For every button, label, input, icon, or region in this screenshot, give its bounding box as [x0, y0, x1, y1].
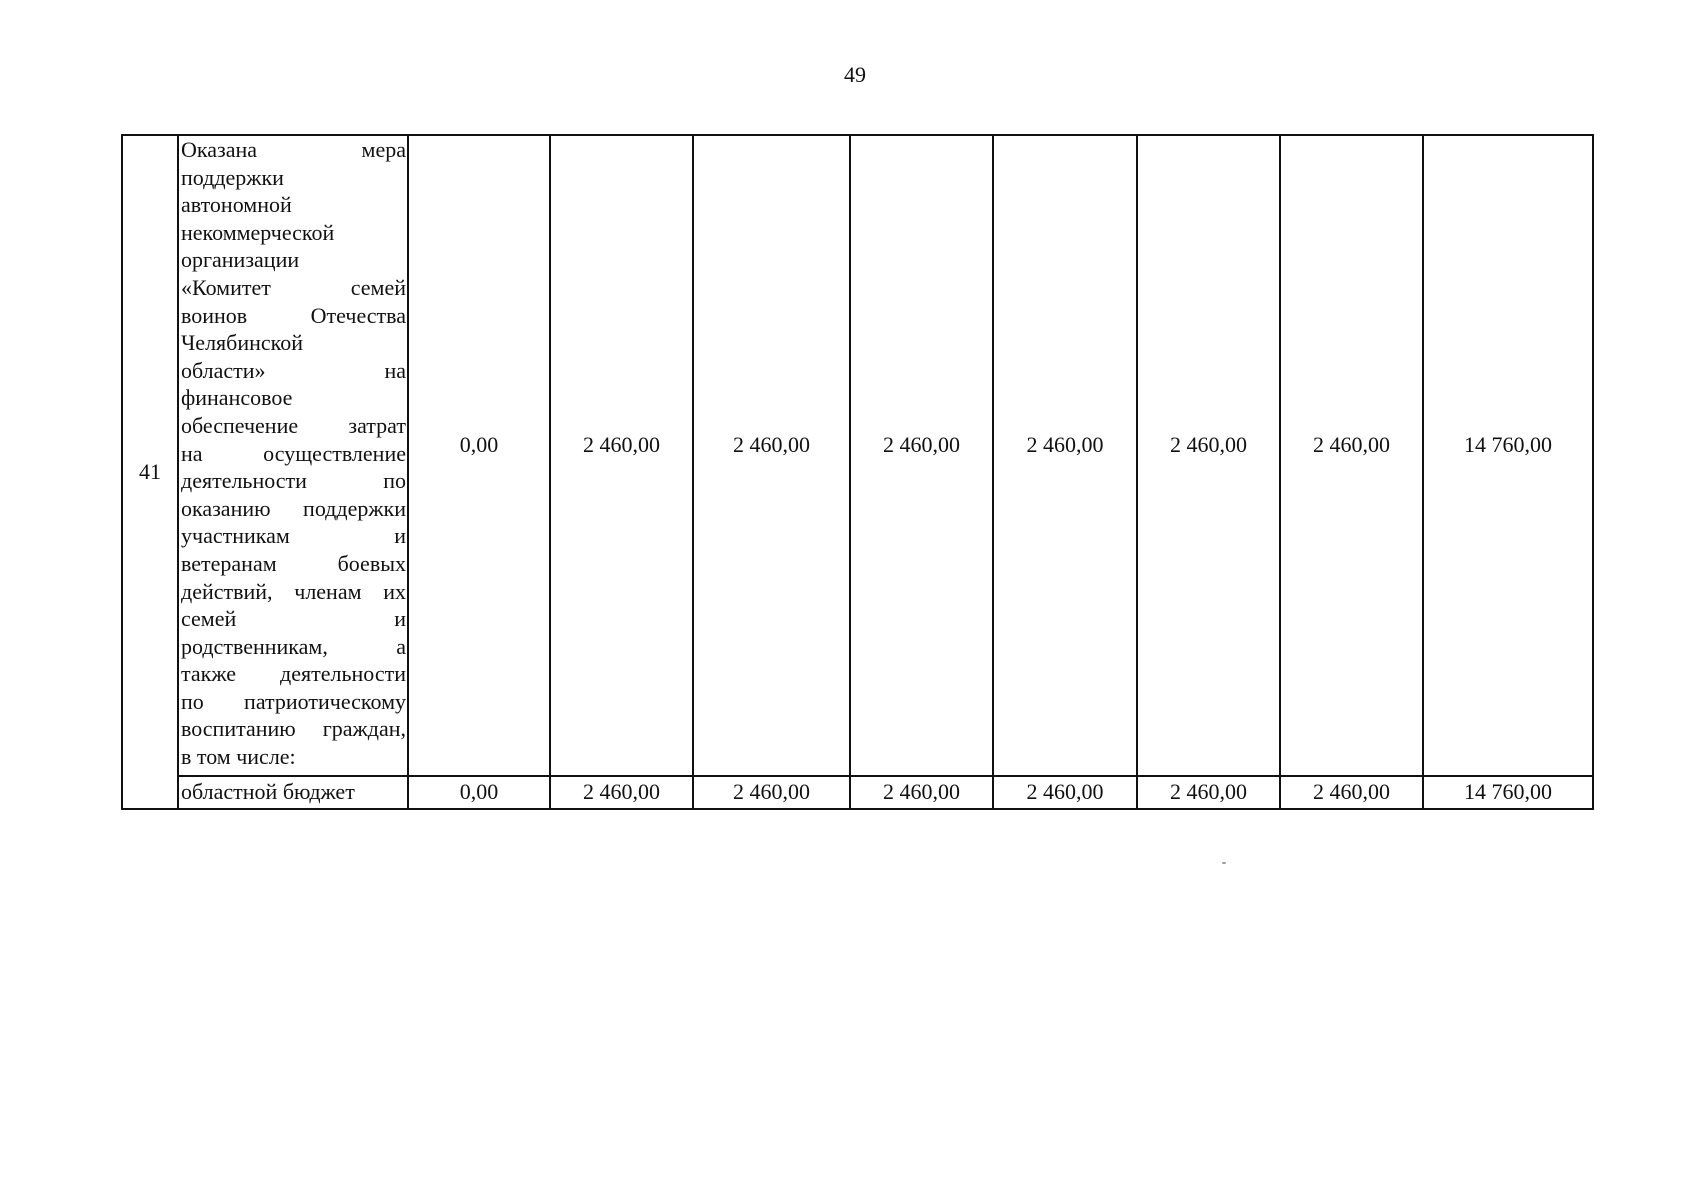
description-line: участникам и — [181, 523, 406, 549]
description-line: действий, членам их — [181, 578, 406, 604]
value-cell: 2 460,00 — [693, 776, 850, 809]
scan-speck — [1222, 862, 1226, 864]
value-cell: 2 460,00 — [1280, 776, 1423, 809]
description-line: деятельности по — [181, 468, 406, 494]
value-cell: 2 460,00 — [993, 776, 1137, 809]
description-line: воинов Отечества — [181, 302, 406, 328]
value-cell: 2 460,00 — [993, 135, 1137, 776]
page-number: 49 — [844, 62, 866, 87]
description-line: некоммерческой — [181, 219, 335, 245]
value-cell: 2 460,00 — [850, 776, 993, 809]
description-line: «Комитет семей — [181, 274, 406, 300]
description-line: поддержки — [181, 164, 284, 190]
table-row — [122, 776, 1593, 809]
value-cell: 2 460,00 — [693, 135, 850, 776]
value-cell: 2 460,00 — [1137, 135, 1280, 776]
row-description-text — [181, 136, 406, 771]
description-line: в том числе: — [181, 744, 296, 770]
value-cell: 2 460,00 — [1280, 135, 1423, 776]
description-line: также деятельности — [181, 661, 406, 687]
description-line: ветеранам боевых — [181, 550, 406, 576]
row-description — [178, 135, 408, 776]
value-cell: 0,00 — [408, 776, 550, 809]
value-cell: 0,00 — [408, 135, 550, 776]
description-line: обеспечение затрат — [181, 412, 406, 438]
value-cell: 2 460,00 — [1137, 776, 1280, 809]
description-line: организации — [181, 247, 300, 273]
description-line: финансовое — [181, 385, 293, 411]
value-cell: 2 460,00 — [550, 135, 693, 776]
description-line: на осуществление — [181, 440, 406, 466]
description-line: воспитанию граждан, — [181, 716, 406, 742]
description-line: области» на — [181, 357, 406, 383]
total-cell: 14 760,00 — [1423, 135, 1593, 776]
description-line: Оказана мера — [181, 137, 406, 162]
description-line: семей и — [181, 606, 406, 632]
description-line: родственникам, а — [181, 633, 406, 659]
table-row — [122, 135, 1593, 776]
sub-row-label: областной бюджет — [178, 776, 408, 809]
budget-table — [121, 134, 1594, 810]
value-cell: 2 460,00 — [550, 776, 693, 809]
description-line: автономной — [181, 192, 292, 218]
value-cell: 2 460,00 — [850, 135, 993, 776]
row-index: 41 — [122, 135, 178, 809]
description-line: оказанию поддержки — [181, 495, 406, 521]
total-cell: 14 760,00 — [1423, 776, 1593, 809]
description-line: по патриотическому — [181, 688, 406, 714]
description-line: Челябинской — [181, 330, 304, 356]
